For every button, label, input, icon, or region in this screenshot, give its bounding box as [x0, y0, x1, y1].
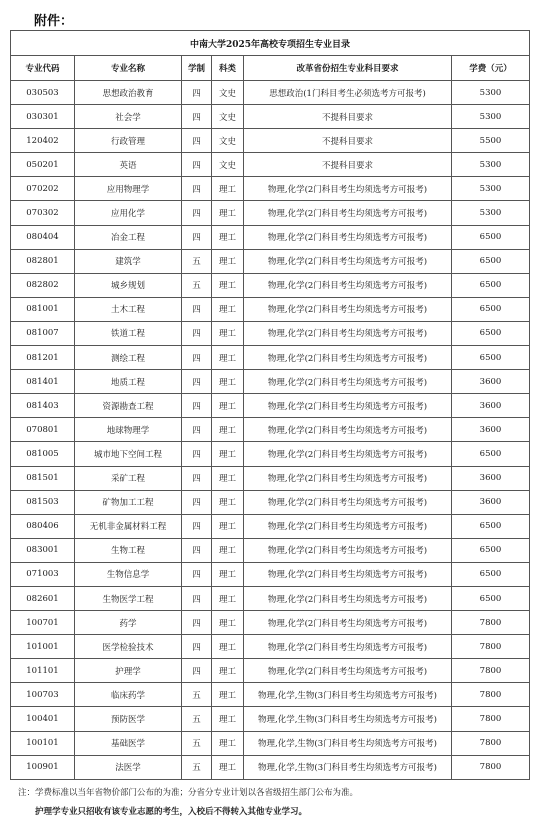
table-row	[11, 538, 530, 562]
cell-tuition: 5300	[452, 105, 530, 129]
cell-subject-requirements: 物理,化学(2门科目考生均须选考方可报考)	[244, 418, 452, 442]
cell-subject-requirements: 物理,化学(2门科目考生均须选考方可报考)	[244, 370, 452, 394]
cell-category: 理工	[212, 201, 244, 225]
cell-duration: 四	[182, 586, 212, 610]
cell-major-name: 基础医学	[75, 731, 182, 755]
cell-major-name: 地球物理学	[75, 418, 182, 442]
cell-major-name: 铁道工程	[75, 321, 182, 345]
cell-major-name: 预防医学	[75, 707, 182, 731]
cell-duration: 五	[182, 755, 212, 779]
cell-subject-requirements: 物理,化学(2门科目考生均须选考方可报考)	[244, 225, 452, 249]
cell-duration: 四	[182, 659, 212, 683]
cell-tuition: 6500	[452, 321, 530, 345]
table-row	[11, 297, 530, 321]
cell-major-code: 081501	[11, 466, 75, 490]
cell-major-name: 资源勘查工程	[75, 394, 182, 418]
table-row	[11, 249, 530, 273]
cell-tuition: 6500	[452, 442, 530, 466]
cell-major-name: 应用物理学	[75, 177, 182, 201]
cell-major-code: 100701	[11, 611, 75, 635]
cell-duration: 五	[182, 683, 212, 707]
table-row	[11, 683, 530, 707]
cell-major-code: 081503	[11, 490, 75, 514]
cell-subject-requirements: 物理,化学,生物(3门科目考生均须选考方可报考)	[244, 683, 452, 707]
cell-major-name: 生物医学工程	[75, 586, 182, 610]
cell-duration: 四	[182, 490, 212, 514]
cell-category: 理工	[212, 538, 244, 562]
cell-tuition: 5300	[452, 201, 530, 225]
header-tuition: 学费（元）	[452, 56, 530, 81]
cell-subject-requirements: 物理,化学,生物(3门科目考生均须选考方可报考)	[244, 755, 452, 779]
cell-duration: 四	[182, 538, 212, 562]
cell-subject-requirements: 物理,化学(2门科目考生均须选考方可报考)	[244, 586, 452, 610]
cell-subject-requirements: 物理,化学,生物(3门科目考生均须选考方可报考)	[244, 731, 452, 755]
cell-category: 文史	[212, 81, 244, 105]
cell-duration: 四	[182, 611, 212, 635]
cell-tuition: 3600	[452, 370, 530, 394]
cell-major-code: 101101	[11, 659, 75, 683]
cell-category: 理工	[212, 514, 244, 538]
cell-tuition: 6500	[452, 514, 530, 538]
cell-duration: 四	[182, 153, 212, 177]
cell-duration: 四	[182, 105, 212, 129]
cell-category: 理工	[212, 273, 244, 297]
cell-major-name: 英语	[75, 153, 182, 177]
cell-major-name: 建筑学	[75, 249, 182, 273]
cell-tuition: 5300	[452, 81, 530, 105]
cell-subject-requirements: 不提科目要求	[244, 129, 452, 153]
cell-major-name: 采矿工程	[75, 466, 182, 490]
table-row	[11, 611, 530, 635]
table-row	[11, 562, 530, 586]
cell-tuition: 3600	[452, 466, 530, 490]
header-subject-requirements: 改革省份招生专业科目要求	[244, 56, 452, 81]
table-row	[11, 466, 530, 490]
table-row	[11, 442, 530, 466]
header-duration: 学制	[182, 56, 212, 81]
cell-subject-requirements: 物理,化学(2门科目考生均须选考方可报考)	[244, 177, 452, 201]
cell-tuition: 3600	[452, 394, 530, 418]
cell-tuition: 3600	[452, 418, 530, 442]
cell-tuition: 6500	[452, 249, 530, 273]
cell-major-code: 082802	[11, 273, 75, 297]
cell-major-code: 100101	[11, 731, 75, 755]
cell-major-code: 101001	[11, 635, 75, 659]
cell-tuition: 7800	[452, 611, 530, 635]
cell-duration: 四	[182, 129, 212, 153]
cell-tuition: 7800	[452, 683, 530, 707]
table-row	[11, 346, 530, 370]
table-row	[11, 81, 530, 105]
cell-tuition: 6500	[452, 297, 530, 321]
table-row	[11, 586, 530, 610]
cell-major-code: 081401	[11, 370, 75, 394]
cell-major-name: 城市地下空间工程	[75, 442, 182, 466]
cell-duration: 四	[182, 81, 212, 105]
cell-major-code: 030301	[11, 105, 75, 129]
cell-duration: 四	[182, 321, 212, 345]
catalog-table-container	[10, 30, 529, 780]
cell-major-code: 081201	[11, 346, 75, 370]
cell-subject-requirements: 不提科目要求	[244, 105, 452, 129]
header-major-code: 专业代码	[11, 56, 75, 81]
cell-major-code: 081007	[11, 321, 75, 345]
cell-category: 理工	[212, 346, 244, 370]
cell-category: 文史	[212, 105, 244, 129]
cell-subject-requirements: 物理,化学(2门科目考生均须选考方可报考)	[244, 346, 452, 370]
cell-subject-requirements: 物理,化学(2门科目考生均须选考方可报考)	[244, 562, 452, 586]
cell-duration: 四	[182, 201, 212, 225]
cell-duration: 四	[182, 562, 212, 586]
cell-category: 理工	[212, 755, 244, 779]
cell-category: 理工	[212, 321, 244, 345]
cell-tuition: 7800	[452, 659, 530, 683]
cell-duration: 五	[182, 707, 212, 731]
cell-category: 理工	[212, 370, 244, 394]
cell-tuition: 5300	[452, 153, 530, 177]
cell-tuition: 6500	[452, 538, 530, 562]
attachment-label: 附件：	[34, 14, 74, 29]
cell-category: 理工	[212, 683, 244, 707]
cell-major-name: 药学	[75, 611, 182, 635]
cell-duration: 四	[182, 225, 212, 249]
cell-subject-requirements: 物理,化学(2门科目考生均须选考方可报考)	[244, 201, 452, 225]
cell-tuition: 7800	[452, 731, 530, 755]
cell-duration: 四	[182, 370, 212, 394]
cell-subject-requirements: 物理,化学(2门科目考生均须选考方可报考)	[244, 249, 452, 273]
cell-subject-requirements: 物理,化学(2门科目考生均须选考方可报考)	[244, 490, 452, 514]
cell-duration: 四	[182, 297, 212, 321]
cell-category: 理工	[212, 635, 244, 659]
cell-duration: 五	[182, 273, 212, 297]
table-row	[11, 731, 530, 755]
cell-tuition: 5300	[452, 177, 530, 201]
cell-category: 文史	[212, 129, 244, 153]
cell-category: 理工	[212, 562, 244, 586]
cell-major-name: 应用化学	[75, 201, 182, 225]
cell-major-code: 070202	[11, 177, 75, 201]
table-row	[11, 490, 530, 514]
cell-major-name: 地质工程	[75, 370, 182, 394]
table-row	[11, 321, 530, 345]
cell-subject-requirements: 物理,化学(2门科目考生均须选考方可报考)	[244, 659, 452, 683]
cell-subject-requirements: 物理,化学(2门科目考生均须选考方可报考)	[244, 466, 452, 490]
cell-category: 理工	[212, 707, 244, 731]
cell-major-code: 081403	[11, 394, 75, 418]
cell-subject-requirements: 思想政治(1门科目考生必须选考方可报考)	[244, 81, 452, 105]
table-row	[11, 659, 530, 683]
cell-duration: 四	[182, 346, 212, 370]
cell-major-name: 生物工程	[75, 538, 182, 562]
table-title: 中南大学2025年高校专项招生专业目录	[11, 31, 530, 56]
table-row	[11, 707, 530, 731]
cell-subject-requirements: 物理,化学(2门科目考生均须选考方可报考)	[244, 514, 452, 538]
cell-major-code: 080406	[11, 514, 75, 538]
table-row	[11, 635, 530, 659]
cell-major-code: 070801	[11, 418, 75, 442]
table-row	[11, 201, 530, 225]
cell-duration: 四	[182, 442, 212, 466]
cell-major-code: 050201	[11, 153, 75, 177]
cell-major-name: 无机非金属材料工程	[75, 514, 182, 538]
cell-major-name: 城乡规划	[75, 273, 182, 297]
cell-subject-requirements: 物理,化学(2门科目考生均须选考方可报考)	[244, 321, 452, 345]
cell-subject-requirements: 物理,化学(2门科目考生均须选考方可报考)	[244, 611, 452, 635]
table-row	[11, 514, 530, 538]
cell-duration: 四	[182, 635, 212, 659]
cell-subject-requirements: 物理,化学(2门科目考生均须选考方可报考)	[244, 273, 452, 297]
cell-major-name: 行政管理	[75, 129, 182, 153]
header-category: 科类	[212, 56, 244, 81]
cell-major-name: 医学检验技术	[75, 635, 182, 659]
cell-major-name: 思想政治教育	[75, 81, 182, 105]
cell-duration: 四	[182, 394, 212, 418]
cell-major-name: 生物信息学	[75, 562, 182, 586]
cell-category: 理工	[212, 249, 244, 273]
cell-subject-requirements: 物理,化学(2门科目考生均须选考方可报考)	[244, 394, 452, 418]
cell-tuition: 7800	[452, 707, 530, 731]
cell-duration: 四	[182, 418, 212, 442]
cell-major-name: 测绘工程	[75, 346, 182, 370]
header-major-name: 专业名称	[75, 56, 182, 81]
cell-tuition: 6500	[452, 225, 530, 249]
cell-category: 理工	[212, 394, 244, 418]
cell-category: 理工	[212, 466, 244, 490]
table-body	[11, 81, 530, 780]
cell-subject-requirements: 不提科目要求	[244, 153, 452, 177]
cell-category: 理工	[212, 225, 244, 249]
table-row	[11, 177, 530, 201]
cell-major-name: 社会学	[75, 105, 182, 129]
cell-major-code: 030503	[11, 81, 75, 105]
table-row	[11, 418, 530, 442]
cell-subject-requirements: 物理,化学(2门科目考生均须选考方可报考)	[244, 297, 452, 321]
cell-major-name: 临床药学	[75, 683, 182, 707]
cell-major-code: 080404	[11, 225, 75, 249]
cell-major-name: 土木工程	[75, 297, 182, 321]
cell-major-code: 081001	[11, 297, 75, 321]
table-title-row	[11, 31, 530, 56]
cell-category: 理工	[212, 418, 244, 442]
cell-tuition: 7800	[452, 635, 530, 659]
cell-tuition: 3600	[452, 490, 530, 514]
cell-major-name: 矿物加工工程	[75, 490, 182, 514]
cell-category: 理工	[212, 586, 244, 610]
cell-category: 文史	[212, 153, 244, 177]
cell-category: 理工	[212, 177, 244, 201]
cell-major-code: 071003	[11, 562, 75, 586]
nursing-note: 护理学专业只招收有该专业志愿的考生，入校后不得转入其他专业学习。	[35, 807, 308, 817]
cell-tuition: 6500	[452, 273, 530, 297]
cell-tuition: 6500	[452, 562, 530, 586]
cell-tuition: 7800	[452, 755, 530, 779]
cell-major-code: 083001	[11, 538, 75, 562]
cell-major-name: 冶金工程	[75, 225, 182, 249]
table-row	[11, 370, 530, 394]
cell-major-code: 100703	[11, 683, 75, 707]
fee-note: 注：学费标准以当年省物价部门公布的为准；分省分专业计划以各省级招生部门公布为准。	[18, 788, 359, 798]
cell-duration: 五	[182, 731, 212, 755]
table-header-row	[11, 56, 530, 81]
table-row	[11, 129, 530, 153]
cell-duration: 五	[182, 249, 212, 273]
cell-duration: 四	[182, 514, 212, 538]
cell-duration: 四	[182, 177, 212, 201]
cell-major-code: 120402	[11, 129, 75, 153]
cell-category: 理工	[212, 659, 244, 683]
cell-major-code: 100901	[11, 755, 75, 779]
table-row	[11, 394, 530, 418]
cell-major-name: 法医学	[75, 755, 182, 779]
cell-duration: 四	[182, 466, 212, 490]
cell-major-code: 082601	[11, 586, 75, 610]
table-row	[11, 273, 530, 297]
cell-tuition: 6500	[452, 586, 530, 610]
cell-tuition: 5500	[452, 129, 530, 153]
cell-category: 理工	[212, 611, 244, 635]
table-row	[11, 755, 530, 779]
cell-major-code: 082801	[11, 249, 75, 273]
cell-subject-requirements: 物理,化学(2门科目考生均须选考方可报考)	[244, 635, 452, 659]
cell-tuition: 6500	[452, 346, 530, 370]
cell-major-code: 081005	[11, 442, 75, 466]
catalog-table	[10, 30, 530, 780]
cell-major-code: 100401	[11, 707, 75, 731]
cell-subject-requirements: 物理,化学(2门科目考生均须选考方可报考)	[244, 538, 452, 562]
table-row	[11, 105, 530, 129]
cell-category: 理工	[212, 442, 244, 466]
cell-category: 理工	[212, 490, 244, 514]
table-row	[11, 153, 530, 177]
cell-subject-requirements: 物理,化学,生物(3门科目考生均须选考方可报考)	[244, 707, 452, 731]
cell-major-code: 070302	[11, 201, 75, 225]
cell-major-name: 护理学	[75, 659, 182, 683]
table-row	[11, 225, 530, 249]
cell-category: 理工	[212, 297, 244, 321]
cell-category: 理工	[212, 731, 244, 755]
cell-subject-requirements: 物理,化学(2门科目考生均须选考方可报考)	[244, 442, 452, 466]
